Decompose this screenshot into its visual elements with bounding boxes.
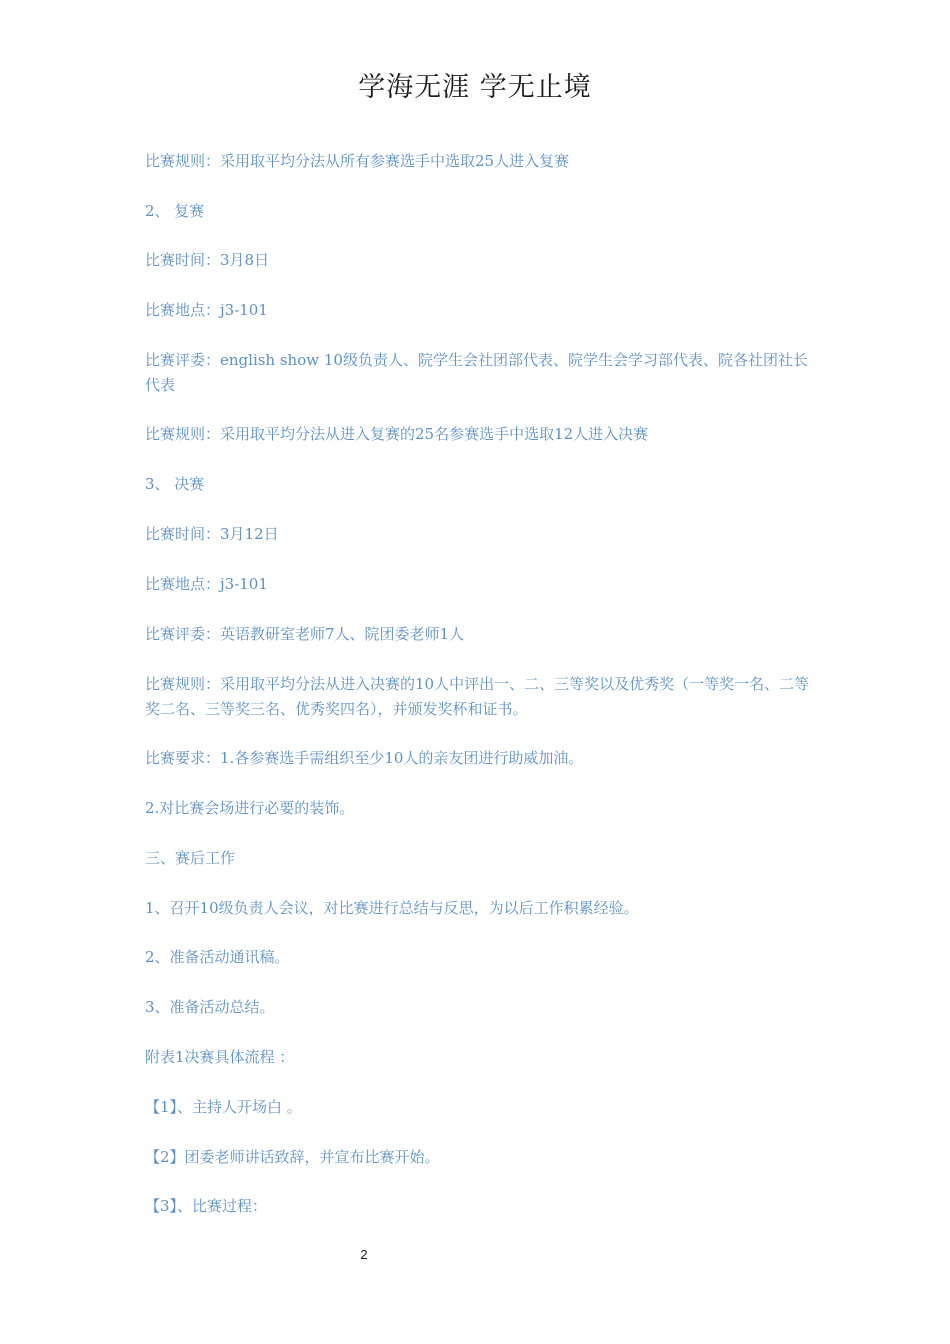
paragraph-prelim-rules: 比赛规则：采用取平均分法从所有参赛选手中选取25人进入复赛 (145, 152, 570, 170)
flow-step-3: 【3】、比赛过程： (145, 1197, 268, 1215)
paragraph-final-time: 比赛时间：3月12日 (145, 525, 279, 543)
paragraph-final-venue: 比赛地点：j3-101 (145, 575, 268, 593)
paragraph-final-judges: 比赛评委：英语教研室老师7人、院团委老师1人 (145, 625, 465, 643)
paragraph-semifinal-time: 比赛时间：3月8日 (145, 251, 270, 269)
list-item-newsletter: 2、准备活动通讯稿。 (145, 948, 290, 966)
paragraph-semifinal-venue: 比赛地点：j3-101 (145, 301, 268, 319)
list-item-activity-summary: 3、准备活动总结。 (145, 998, 275, 1016)
flow-step-1: 【1】、主持人开场白 。 (145, 1098, 302, 1116)
paragraph-final-rules: 比赛规则：采用取平均分法从进入决赛的10人中评出一、二、三等奖以及优秀奖（一等奖一名、二等奖二名、三等奖三名、优秀奖四名），并颁发奖杯和证书。 (145, 675, 810, 718)
flow-step-2: 【2】团委老师讲话致辞，并宣布比赛开始。 (145, 1148, 440, 1166)
paragraph-requirements: 比赛要求：1.各参赛选手需组织至少10人的亲友团进行助威加油。 (145, 749, 584, 767)
paragraph-semifinal-rules: 比赛规则：采用取平均分法从进入复赛的25名参赛选手中选取12人进入决赛 (145, 425, 649, 443)
paragraph-semifinal-judges: 比赛评委：english show 10级负责人、院学生会社团部代表、院学生会学习部代表、院各社团社长代表 (145, 351, 808, 394)
section-heading-final: 3、 决赛 (145, 475, 205, 493)
list-item-summary-meeting: 1、召开10级负责人会议，对比赛进行总结与反思，为以后工作积累经验。 (145, 899, 639, 917)
page-header-title: 学海无涯 学无止境 (358, 72, 592, 103)
appendix-heading: 附表1决赛具体流程 ： (145, 1048, 295, 1066)
page-number: 2 (360, 1247, 368, 1262)
paragraph-requirement-decoration: 2.对比赛会场进行必要的装饰。 (145, 799, 355, 817)
section-heading-post-event: 三、赛后工作 (145, 849, 236, 867)
section-heading-semifinal: 2、 复赛 (145, 202, 205, 220)
